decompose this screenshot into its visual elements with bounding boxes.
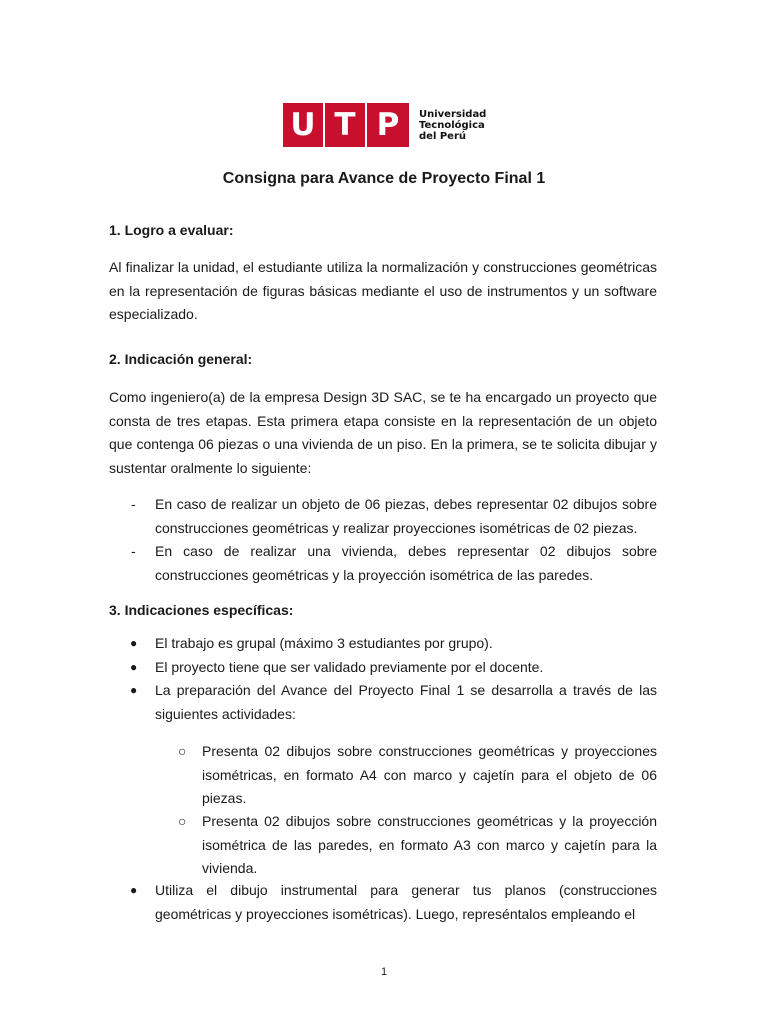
- bullet-marker: ●: [130, 883, 138, 897]
- sub-list-item: Presenta 02 dibujos sobre construcciones geométricas y proyecciones isométricas, en formato A4 con marco y cajetín para el objeto de 06 piezas.: [202, 743, 657, 806]
- bullet-marker: ●: [130, 660, 138, 674]
- circle-marker: ○: [178, 813, 187, 829]
- sub-list-item: Presenta 02 dibujos sobre construcciones geométricas y la proyección isométrica de las paredes, en formato A3 con marco y cajetín para la vivienda.: [202, 813, 657, 876]
- dash-marker: -: [131, 543, 136, 559]
- section1-text: Al finalizar la unidad, el estudiante utiliza la normalización y construcciones geométricas en la representación de figuras básicas mediante el uso de instrumentos y un software especializado.: [109, 259, 657, 322]
- dash-marker: -: [131, 496, 136, 512]
- logo-name-line3: del Perú: [419, 130, 467, 142]
- logo-letter-p: P: [376, 107, 400, 143]
- bullet-marker: ●: [130, 683, 138, 697]
- logo-letter-t: T: [325, 103, 367, 147]
- logo-letter-u: U: [283, 103, 325, 147]
- logo-letters-box: [283, 103, 409, 147]
- list-item: Utiliza el dibujo instrumental para generar tus planos (construcciones geométricas y proyecciones isométricas). Luego, represéntalos empleando el: [155, 882, 657, 922]
- utp-logo: [283, 103, 486, 147]
- document-title: Consigna para Avance de Proyecto Final 1: [222, 170, 546, 187]
- section2-text: Como ingeniero(a) de la empresa Design 3D SAC, se te ha encargado un proyecto que consta de tres etapas. Esta primera etapa consiste en la representación de un objeto que contenga 06 piezas o una vivienda de un piso. En la primera, se te solicita dibujar y sustentar oralmente lo siguiente:: [109, 389, 657, 476]
- section1-heading: 1. Logro a evaluar:: [109, 222, 234, 238]
- list-item: En caso de realizar una vivienda, debes representar 02 dibujos sobre construcciones geométricas y la proyección isométrica de las paredes.: [155, 543, 657, 583]
- section3-heading: 3. Indicaciones específicas:: [109, 602, 294, 618]
- logo-university-name: [419, 109, 486, 142]
- circle-marker: ○: [178, 743, 187, 759]
- logo-name-line1: Universidad: [419, 108, 487, 120]
- bullet-marker: ●: [130, 636, 138, 650]
- list-item: En caso de realizar un objeto de 06 piezas, debes representar 02 dibujos sobre construcciones geométricas y realizar proyecciones isométricas de 02 piezas.: [155, 496, 657, 536]
- section2-heading: 2. Indicación general:: [109, 351, 253, 367]
- list-item: El proyecto tiene que ser validado previamente por el docente.: [155, 659, 544, 675]
- list-item: La preparación del Avance del Proyecto Final 1 se desarrolla a través de las siguientes actividades:: [155, 682, 657, 722]
- page-number: 1: [380, 966, 388, 978]
- list-item: El trabajo es grupal (máximo 3 estudiantes por grupo).: [155, 635, 493, 651]
- logo-name-line2: Tecnológica: [419, 119, 485, 131]
